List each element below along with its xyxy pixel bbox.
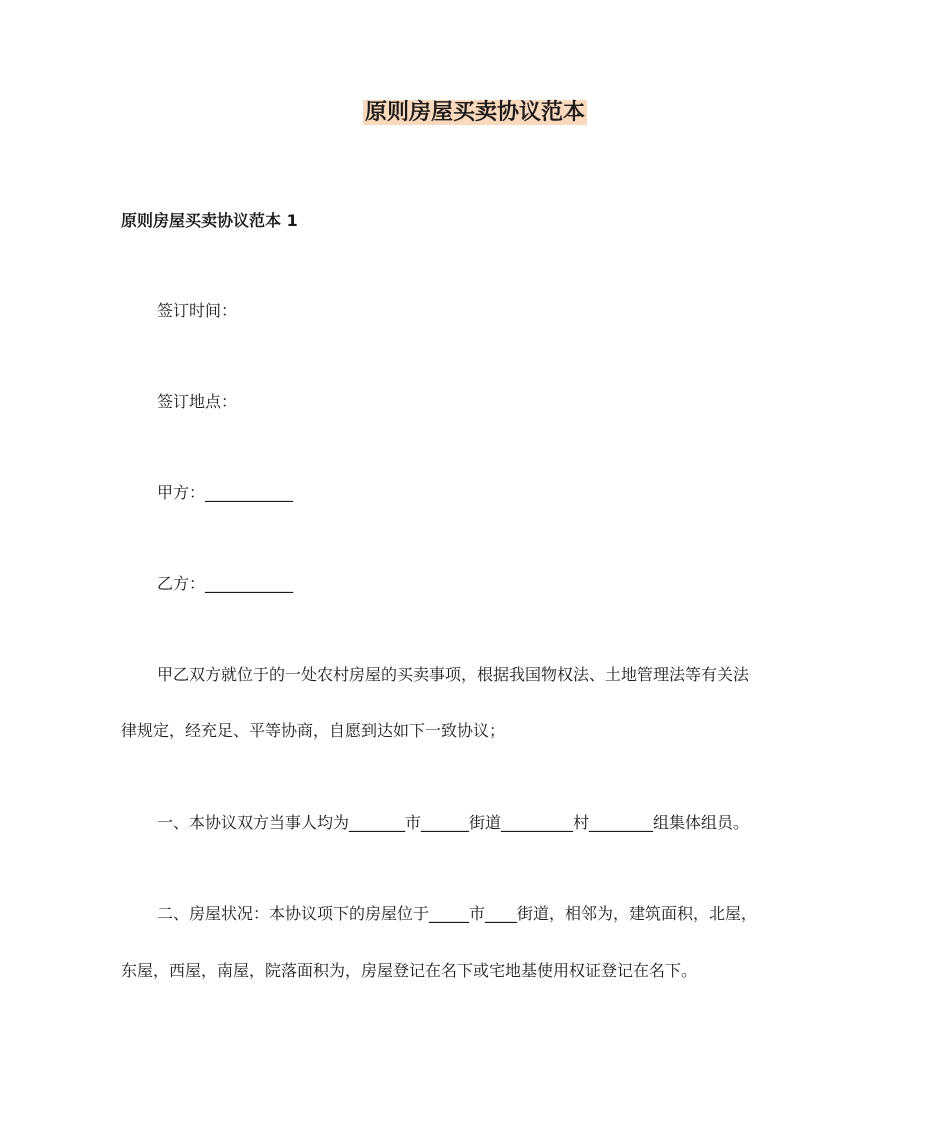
paragraph-sign-time [121, 298, 877, 324]
sign-place-text: 签订地点： [157, 392, 238, 411]
paragraph-intro-cont [121, 718, 841, 744]
section-heading: 原则房屋买卖协议范本 1 [121, 211, 298, 230]
paragraph-clause-2-cont [121, 958, 841, 984]
paragraph-clause-2 [121, 901, 841, 927]
clause-1-text: 一、本协议双方当事人均为_______市______街道_________村________组集体组员。 [157, 813, 750, 832]
paragraph-clause-1 [121, 810, 877, 836]
sign-time-text: 签订时间： [157, 301, 238, 320]
intro-line-2: 律规定，经充足、平等协商，自愿到达如下一致协议； [121, 721, 506, 740]
paragraph-party-b [121, 571, 877, 597]
party-b-text: 乙方：___________ [157, 574, 294, 593]
intro-line-1: 甲乙双方就位于的一处农村房屋的买卖事项，根据我国物权法、土地管理法等有关法 [157, 665, 750, 684]
paragraph-party-a [121, 480, 877, 506]
clause-2-line-2: 东屋，西屋，南屋，院落面积为，房屋登记在名下或宅地基使用权证登记在名下。 [121, 961, 698, 980]
document-title [0, 96, 950, 130]
document-title-text: 原则房屋买卖协议范本 [364, 100, 585, 125]
paragraph-sign-place [121, 389, 877, 415]
paragraph-intro [121, 662, 841, 688]
clause-2-line-1: 二、房屋状况：本协议项下的房屋位于_____市____街道，相邻为，建筑面积，北屋， [157, 904, 758, 923]
party-a-text: 甲方：___________ [157, 483, 294, 502]
